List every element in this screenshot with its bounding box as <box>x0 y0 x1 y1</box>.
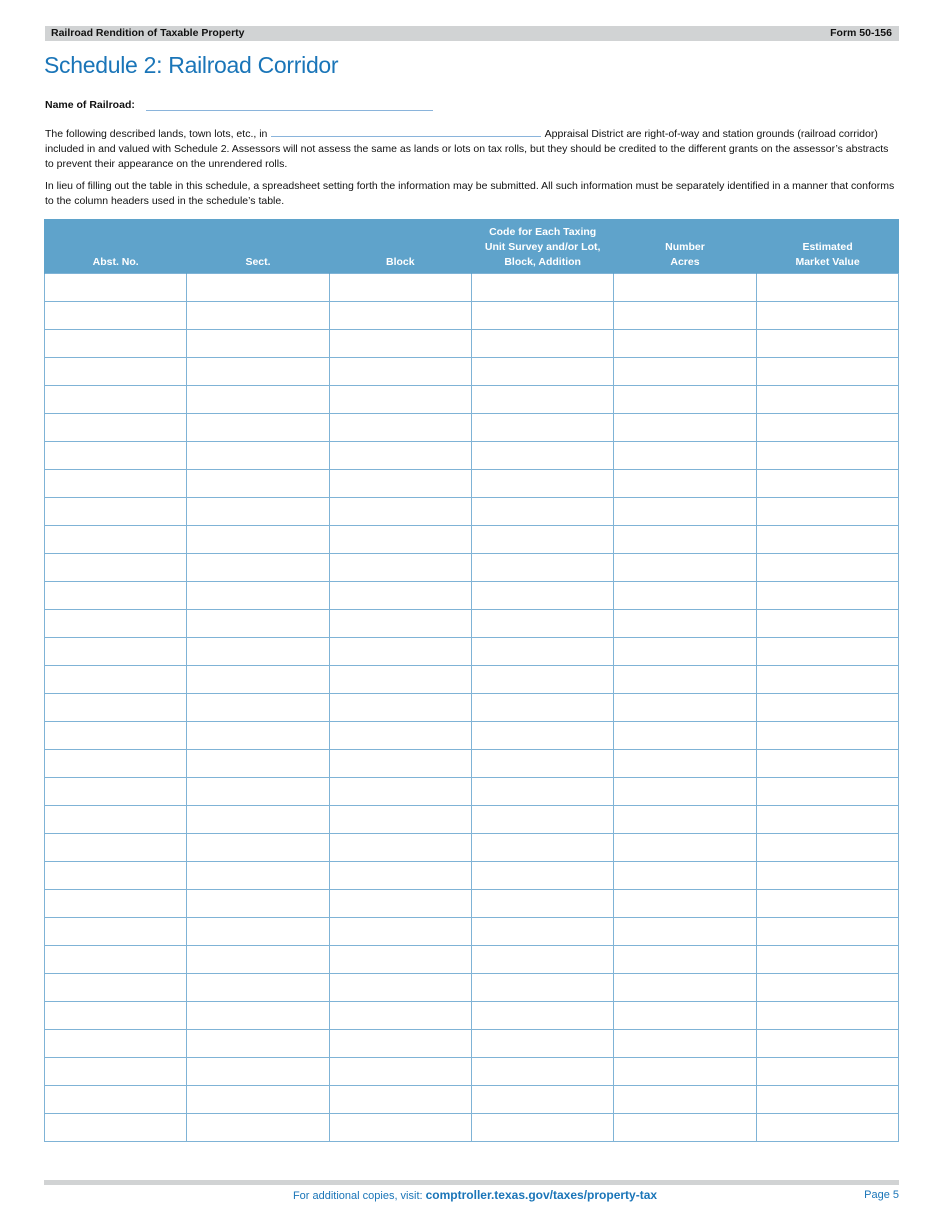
table-row <box>45 862 899 890</box>
table-cell[interactable] <box>471 274 613 302</box>
table-cell[interactable] <box>329 974 471 1002</box>
table-cell[interactable] <box>187 806 329 834</box>
table-cell[interactable] <box>471 582 613 610</box>
table-cell[interactable] <box>45 554 187 582</box>
table-cell[interactable] <box>329 1086 471 1114</box>
table-cell[interactable] <box>187 778 329 806</box>
table-cell[interactable] <box>614 1030 756 1058</box>
table-row <box>45 890 899 918</box>
table-cell[interactable] <box>756 1058 898 1086</box>
table-row <box>45 1114 899 1142</box>
table-cell[interactable] <box>756 1030 898 1058</box>
table-cell[interactable] <box>187 526 329 554</box>
table-cell[interactable] <box>756 1002 898 1030</box>
table-cell[interactable] <box>614 274 756 302</box>
table-cell[interactable] <box>329 862 471 890</box>
table-cell[interactable] <box>187 666 329 694</box>
table-cell[interactable] <box>614 1058 756 1086</box>
table-cell[interactable] <box>471 834 613 862</box>
table-cell[interactable] <box>614 890 756 918</box>
table-cell[interactable] <box>614 526 756 554</box>
table-cell[interactable] <box>45 526 187 554</box>
table-cell[interactable] <box>614 722 756 750</box>
table-cell[interactable] <box>471 946 613 974</box>
table-cell[interactable] <box>756 778 898 806</box>
table-cell[interactable] <box>45 302 187 330</box>
table-cell[interactable] <box>329 1030 471 1058</box>
table-cell[interactable] <box>471 722 613 750</box>
table-cell[interactable] <box>45 498 187 526</box>
table-cell[interactable] <box>45 834 187 862</box>
table-cell[interactable] <box>756 554 898 582</box>
table-header-row <box>45 219 899 274</box>
table-row <box>45 834 899 862</box>
table-cell[interactable] <box>756 470 898 498</box>
table-cell[interactable] <box>187 582 329 610</box>
table-cell[interactable] <box>756 610 898 638</box>
table-cell[interactable] <box>614 666 756 694</box>
table-cell[interactable] <box>329 890 471 918</box>
table-cell[interactable] <box>756 386 898 414</box>
table-cell[interactable] <box>614 694 756 722</box>
table-cell[interactable] <box>45 470 187 498</box>
column-header-line: Market Value <box>795 256 860 268</box>
table-cell[interactable] <box>471 1058 613 1086</box>
table-cell[interactable] <box>471 1086 613 1114</box>
table-cell[interactable] <box>756 1114 898 1142</box>
table-cell[interactable] <box>471 666 613 694</box>
table-cell[interactable] <box>45 442 187 470</box>
table-cell[interactable] <box>614 386 756 414</box>
table-row <box>45 554 899 582</box>
table-cell[interactable] <box>329 638 471 666</box>
table-cell[interactable] <box>614 806 756 834</box>
spreadsheet-note: In lieu of filling out the table in this schedule, a spreadsheet setting forth the information may be submitted. All such information must be separately identified in a manner that conforms to the column headers used in the schedule’s table. <box>45 180 895 207</box>
table-cell[interactable] <box>756 834 898 862</box>
table-cell[interactable] <box>329 302 471 330</box>
table-cell[interactable] <box>45 1114 187 1142</box>
table-cell[interactable] <box>471 498 613 526</box>
table-cell[interactable] <box>329 778 471 806</box>
table-cell[interactable] <box>329 498 471 526</box>
table-cell[interactable] <box>329 610 471 638</box>
table-cell[interactable] <box>329 470 471 498</box>
table-cell[interactable] <box>614 302 756 330</box>
table-cell[interactable] <box>45 722 187 750</box>
footer-link[interactable]: comptroller.texas.gov/taxes/property-tax <box>425 1188 658 1202</box>
table-cell[interactable] <box>187 274 329 302</box>
table-row <box>45 386 899 414</box>
footer-divider <box>44 1180 899 1185</box>
table-cell[interactable] <box>614 778 756 806</box>
table-row <box>45 918 899 946</box>
table-cell[interactable] <box>756 638 898 666</box>
table-cell[interactable] <box>756 526 898 554</box>
table-cell[interactable] <box>45 1002 187 1030</box>
table-cell[interactable] <box>756 806 898 834</box>
table-cell[interactable] <box>45 862 187 890</box>
table-cell[interactable] <box>187 302 329 330</box>
table-cell[interactable] <box>187 638 329 666</box>
table-cell[interactable] <box>329 918 471 946</box>
form-header-bar <box>45 26 899 41</box>
table-cell[interactable] <box>187 1002 329 1030</box>
table-cell[interactable] <box>187 834 329 862</box>
table-cell[interactable] <box>187 386 329 414</box>
table-row <box>45 582 899 610</box>
table-row <box>45 1030 899 1058</box>
table-row <box>45 610 899 638</box>
table-cell[interactable] <box>756 302 898 330</box>
table-row <box>45 414 899 442</box>
table-cell[interactable] <box>329 414 471 442</box>
table-cell[interactable] <box>45 806 187 834</box>
table-cell[interactable] <box>756 918 898 946</box>
column-header <box>45 219 187 274</box>
table-cell[interactable] <box>187 414 329 442</box>
form-name: Railroad Rendition of Taxable Property <box>51 27 245 39</box>
table-row <box>45 974 899 1002</box>
footer-prefix: For additional copies, visit: <box>292 1190 423 1202</box>
column-header-line: Sect. <box>245 256 271 268</box>
table-cell[interactable] <box>187 1030 329 1058</box>
column-header-line: Abst. No. <box>92 256 139 268</box>
table-cell[interactable] <box>471 694 613 722</box>
table-cell[interactable] <box>614 582 756 610</box>
table-cell[interactable] <box>614 974 756 1002</box>
table-cell[interactable] <box>614 834 756 862</box>
corridor-description <box>45 127 899 172</box>
table-row <box>45 694 899 722</box>
table-cell[interactable] <box>756 946 898 974</box>
table-cell[interactable] <box>471 806 613 834</box>
table-cell[interactable] <box>614 638 756 666</box>
table-row <box>45 638 899 666</box>
table-cell[interactable] <box>187 554 329 582</box>
table-cell[interactable] <box>45 386 187 414</box>
table-row <box>45 302 899 330</box>
table-cell[interactable] <box>471 470 613 498</box>
table-cell[interactable] <box>614 1002 756 1030</box>
column-header <box>329 219 471 274</box>
table-cell[interactable] <box>187 750 329 778</box>
table-cell[interactable] <box>756 330 898 358</box>
table-cell[interactable] <box>329 1114 471 1142</box>
table-cell[interactable] <box>187 918 329 946</box>
table-cell[interactable] <box>187 358 329 386</box>
table-cell[interactable] <box>756 582 898 610</box>
table-row <box>45 778 899 806</box>
table-cell[interactable] <box>756 974 898 1002</box>
table-cell[interactable] <box>471 918 613 946</box>
table-cell[interactable] <box>329 582 471 610</box>
table-cell[interactable] <box>471 554 613 582</box>
table-row <box>45 442 899 470</box>
table-cell[interactable] <box>329 722 471 750</box>
column-header-line: Unit Survey and/or Lot, <box>484 241 601 253</box>
table-cell[interactable] <box>45 694 187 722</box>
table-cell[interactable] <box>329 330 471 358</box>
table-cell[interactable] <box>45 330 187 358</box>
table-cell[interactable] <box>614 470 756 498</box>
table-cell[interactable] <box>187 946 329 974</box>
table-cell[interactable] <box>756 274 898 302</box>
column-header-line: Estimated <box>802 241 853 253</box>
table-cell[interactable] <box>756 414 898 442</box>
table-cell[interactable] <box>45 890 187 918</box>
table-cell[interactable] <box>471 526 613 554</box>
table-cell[interactable] <box>45 638 187 666</box>
table-cell[interactable] <box>187 498 329 526</box>
table-cell[interactable] <box>756 722 898 750</box>
railroad-name-field[interactable] <box>146 110 433 111</box>
table-cell[interactable] <box>329 750 471 778</box>
table-row <box>45 526 899 554</box>
table-cell[interactable] <box>471 358 613 386</box>
table-cell[interactable] <box>614 862 756 890</box>
table-cell[interactable] <box>471 974 613 1002</box>
table-cell[interactable] <box>187 610 329 638</box>
table-row <box>45 666 899 694</box>
table-cell[interactable] <box>471 862 613 890</box>
table-cell[interactable] <box>45 1086 187 1114</box>
table-cell[interactable] <box>45 582 187 610</box>
table-cell[interactable] <box>756 694 898 722</box>
table-cell[interactable] <box>329 386 471 414</box>
table-cell[interactable] <box>756 750 898 778</box>
table-cell[interactable] <box>471 750 613 778</box>
table-cell[interactable] <box>187 722 329 750</box>
table-cell[interactable] <box>329 666 471 694</box>
table-row <box>45 1002 899 1030</box>
railroad-name-row <box>45 99 135 111</box>
table-cell[interactable] <box>45 358 187 386</box>
column-header-line: Code for Each Taxing <box>489 226 597 238</box>
table-cell[interactable] <box>187 330 329 358</box>
table-row <box>45 1058 899 1086</box>
table-cell[interactable] <box>45 274 187 302</box>
table-cell[interactable] <box>187 470 329 498</box>
table-cell[interactable] <box>471 386 613 414</box>
table-row <box>45 806 899 834</box>
column-header <box>471 219 613 274</box>
table-row <box>45 946 899 974</box>
table-cell[interactable] <box>45 610 187 638</box>
table-row <box>45 1086 899 1114</box>
table-row <box>45 330 899 358</box>
table-cell[interactable] <box>45 946 187 974</box>
table-cell[interactable] <box>614 1086 756 1114</box>
table-cell[interactable] <box>45 414 187 442</box>
table-cell[interactable] <box>45 974 187 1002</box>
table-cell[interactable] <box>756 442 898 470</box>
table-cell[interactable] <box>614 330 756 358</box>
table-row <box>45 498 899 526</box>
table-row <box>45 750 899 778</box>
table-cell[interactable] <box>45 1058 187 1086</box>
table-cell[interactable] <box>45 1030 187 1058</box>
table-cell[interactable] <box>756 862 898 890</box>
table-cell[interactable] <box>329 946 471 974</box>
table-cell[interactable] <box>471 638 613 666</box>
table-cell[interactable] <box>329 834 471 862</box>
table-cell[interactable] <box>614 750 756 778</box>
table-cell[interactable] <box>471 330 613 358</box>
column-header-line: Block, Addition <box>504 256 581 268</box>
table-cell[interactable] <box>471 1114 613 1142</box>
table-cell[interactable] <box>756 358 898 386</box>
table-cell[interactable] <box>756 890 898 918</box>
description-text-before: The following described lands, town lots, etc., in <box>45 128 268 140</box>
table-cell[interactable] <box>187 890 329 918</box>
table-cell[interactable] <box>756 498 898 526</box>
table-cell[interactable] <box>614 414 756 442</box>
table-cell[interactable] <box>329 1058 471 1086</box>
table-cell[interactable] <box>187 1114 329 1142</box>
table-cell[interactable] <box>187 862 329 890</box>
table-cell[interactable] <box>187 1086 329 1114</box>
table-cell[interactable] <box>614 918 756 946</box>
table-cell[interactable] <box>471 414 613 442</box>
form-number: Form 50-156 <box>830 27 892 39</box>
column-header <box>756 219 898 274</box>
table-cell[interactable] <box>329 554 471 582</box>
table-cell[interactable] <box>45 750 187 778</box>
table-cell[interactable] <box>329 1002 471 1030</box>
table-cell[interactable] <box>187 974 329 1002</box>
table-row <box>45 358 899 386</box>
column-header <box>614 219 756 274</box>
page-title: Schedule 2: Railroad Corridor <box>44 52 339 78</box>
table-cell[interactable] <box>756 1086 898 1114</box>
table-cell[interactable] <box>471 302 613 330</box>
table-cell[interactable] <box>45 918 187 946</box>
table-cell[interactable] <box>614 498 756 526</box>
table-cell[interactable] <box>471 442 613 470</box>
description-text-after: Appraisal District are right-of-way and station grounds (railroad corridor) included in and valued with Schedule 2. Assessors will not assess the same as lands or lots on tax rolls, but they should be credited to the different grants on the assessor’s abstracts to prevent their appearance on the unrendered rolls. <box>45 128 889 170</box>
table-cell[interactable] <box>471 1002 613 1030</box>
table-cell[interactable] <box>756 666 898 694</box>
column-header-line: Number <box>665 241 705 253</box>
railroad-name-label: Name of Railroad: <box>45 99 135 111</box>
table-cell[interactable] <box>329 526 471 554</box>
table-row <box>45 722 899 750</box>
table-row <box>45 274 899 302</box>
table-cell[interactable] <box>614 358 756 386</box>
table-cell[interactable] <box>329 806 471 834</box>
column-header-line: Block <box>386 256 415 268</box>
table-cell[interactable] <box>471 610 613 638</box>
table-cell[interactable] <box>329 442 471 470</box>
column-header <box>187 219 329 274</box>
table-body <box>45 274 899 1142</box>
table-cell[interactable] <box>187 694 329 722</box>
table-cell[interactable] <box>471 1030 613 1058</box>
corridor-table <box>44 219 899 1142</box>
table-cell[interactable] <box>45 778 187 806</box>
table-cell[interactable] <box>187 442 329 470</box>
table-cell[interactable] <box>45 666 187 694</box>
table-cell[interactable] <box>614 610 756 638</box>
table-cell[interactable] <box>329 358 471 386</box>
table-cell[interactable] <box>614 554 756 582</box>
table-cell[interactable] <box>614 946 756 974</box>
table-cell[interactable] <box>329 274 471 302</box>
table-cell[interactable] <box>471 778 613 806</box>
table-cell[interactable] <box>614 442 756 470</box>
column-header-line: Acres <box>670 256 700 268</box>
table-cell[interactable] <box>614 1114 756 1142</box>
footer-copies <box>0 1188 950 1202</box>
appraisal-district-field[interactable] <box>271 127 541 137</box>
table-row <box>45 470 899 498</box>
table-cell[interactable] <box>187 1058 329 1086</box>
page-number: Page 5 <box>864 1189 899 1201</box>
table-cell[interactable] <box>329 694 471 722</box>
table-cell[interactable] <box>471 890 613 918</box>
